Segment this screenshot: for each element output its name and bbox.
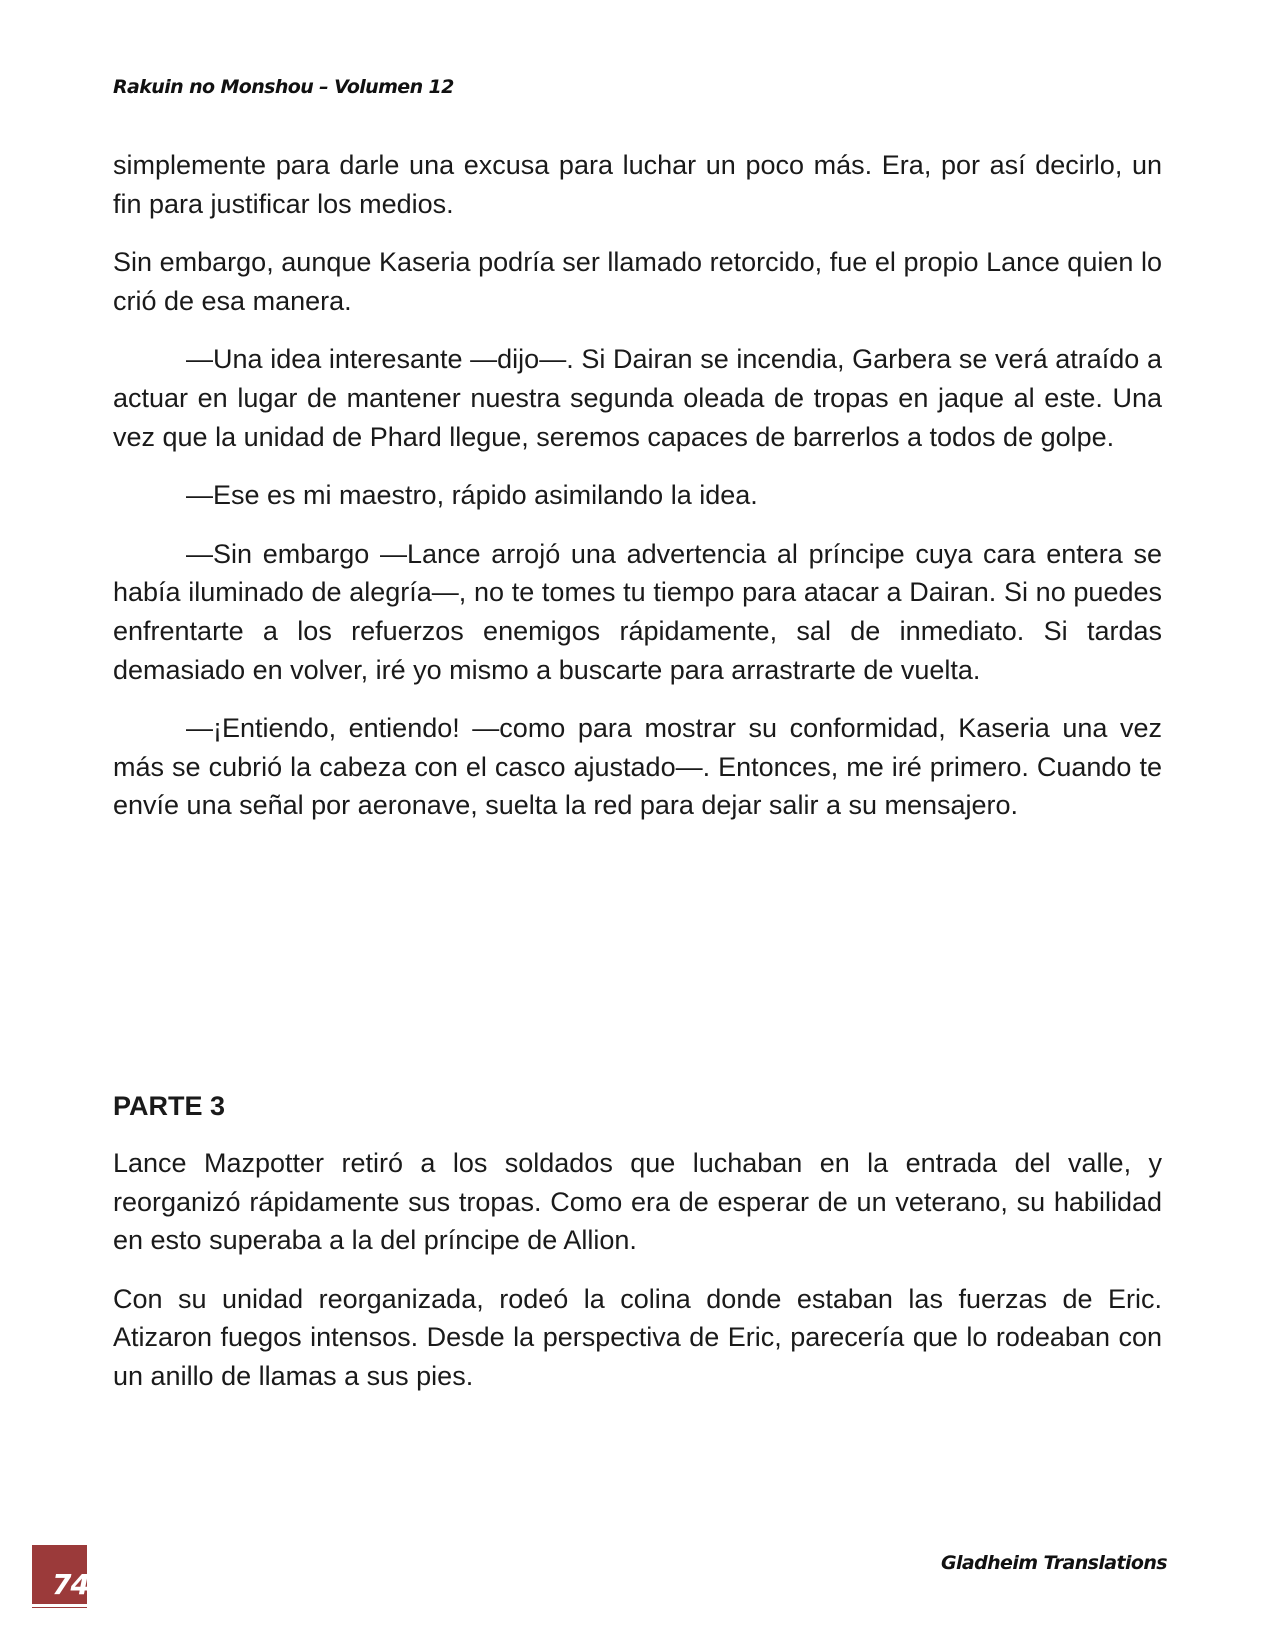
- section-heading: PARTE 3: [113, 1091, 226, 1121]
- dialogue-paragraph: —¡Entiendo, entiendo! —como para mostrar su conformidad, Kaseria una vez más se cubrió la cabeza con el casco ajustado—. Entonces, me iré primero. Cuando te envíe una señal por aeronave, suelta la red para dejar salir a su mensajero.: [113, 713, 1162, 821]
- dialogue-paragraph: —Ese es mi maestro, rápido asimilando la idea.: [186, 480, 758, 511]
- paragraph: Sin embargo, aunque Kaseria podría ser llamado retorcido, fue el propio Lance quien lo crió de esa manera.: [113, 247, 1162, 316]
- main-text: [113, 146, 1162, 845]
- paragraph: Con su unidad reorganizada, rodeó la colina donde estaban las fuerzas de Eric. Atizaron fuegos intensos. Desde la perspectiva de Eric, parecería que lo rodeaban con un anillo de llamas a sus pies.: [113, 1283, 1162, 1391]
- paragraph: Lance Mazpotter retiró a los soldados que luchaban en la entrada del valle, y reorganizó rápidamente sus tropas. Como era de esperar de un veterano, su habilidad en esto superaba a la del príncipe de Allion.: [113, 1148, 1162, 1256]
- paragraph: simplemente para darle una excusa para luchar un poco más. Era, por así decirlo, un fin para justificar los medios.: [113, 150, 1162, 219]
- section-text: [113, 1144, 1162, 1416]
- dialogue-paragraph: —Sin embargo —Lance arrojó una advertencia al príncipe cuya cara entera se había iluminado de alegría—, no te tomes tu tiempo para atacar a Dairan. Si no puedes enfrentarte a los refuerzos enemigos rápidamente, sal de inmediato. Si tardas demasiado en volver, iré yo mismo a buscarte para arrastrarte de vuelta.: [113, 538, 1162, 685]
- page-badge-underline: [32, 1604, 87, 1607]
- dialogue-paragraph: —Una idea interesante —dijo—. Si Dairan se incendia, Garbera se verá atraído a actuar en lugar de mantener nuestra segunda oleada de tropas en jaque al este. Una vez que la unidad de Phard llegue, seremos capaces de barrerlos a todos de golpe.: [113, 344, 1162, 452]
- page-number: 74: [52, 1568, 89, 1601]
- footer-credit: Gladheim Translations: [941, 1552, 1167, 1574]
- running-header: Rakuin no Monshou – Volumen 12: [113, 76, 454, 98]
